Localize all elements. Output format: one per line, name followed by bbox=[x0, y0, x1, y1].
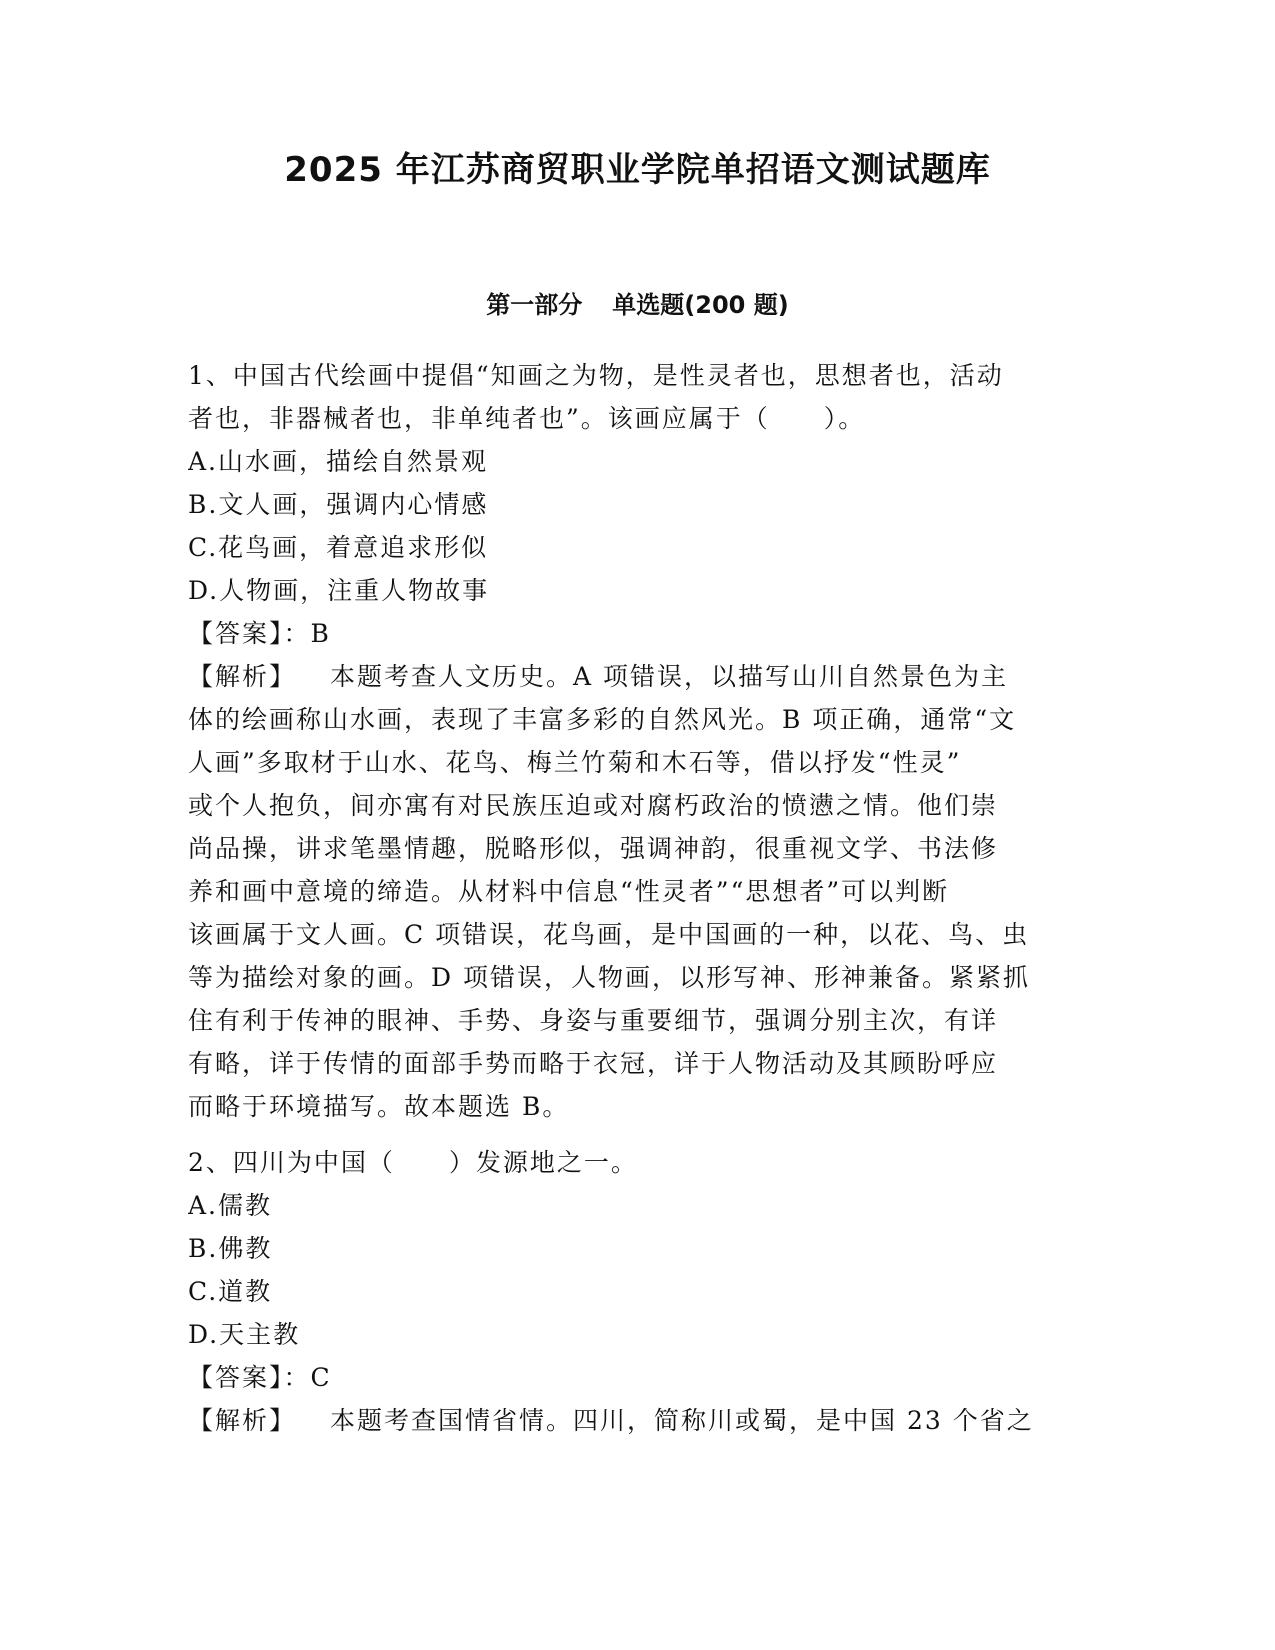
question-list bbox=[188, 354, 1078, 1442]
analysis-line bbox=[188, 1399, 1078, 1442]
option-a: A.儒教 bbox=[188, 1191, 273, 1220]
option-d: D.人物画，注重人物故事 bbox=[188, 576, 490, 605]
analysis-text: 本题考查人文历史。A 项错误，以描写山川自然景色为主 bbox=[330, 662, 1009, 691]
analysis-line: 而略于环境描写。故本题选 B。 bbox=[188, 1092, 570, 1121]
analysis-line: 有略，详于传情的面部手势而略于衣冠，详于人物活动及其顾盼呼应 bbox=[188, 1049, 999, 1078]
option-a: A.山水画，描绘自然景观 bbox=[188, 447, 489, 476]
question-stem-line: 2、四川为中国（ ）发源地之一。 bbox=[188, 1148, 638, 1177]
answer-value: B bbox=[310, 619, 331, 648]
analysis-line: 该画属于文人画。C 项错误，花鸟画，是中国画的一种，以花、鸟、虫 bbox=[188, 920, 1030, 949]
document-title: 2025 年江苏商贸职业学院单招语文测试题库 bbox=[284, 150, 991, 190]
analysis-label: 【解析】 bbox=[188, 662, 297, 691]
analysis-text: 本题考查国情省情。四川，简称川或蜀，是中国 23 个省之 bbox=[330, 1406, 1034, 1435]
section-heading bbox=[0, 288, 1275, 322]
section-part: 第一部分 bbox=[486, 291, 583, 319]
option-c: C.道教 bbox=[188, 1277, 273, 1306]
question-spacer bbox=[188, 1128, 1078, 1141]
question-block bbox=[188, 354, 1078, 1128]
question-stem-line: 者也，非器械者也，非单纯者也”。该画应属于（ ）。 bbox=[188, 404, 866, 433]
answer-line bbox=[188, 612, 1078, 655]
question-block bbox=[188, 1141, 1078, 1442]
analysis-line: 等为描绘对象的画。D 项错误，人物画，以形写神、形神兼备。紧紧抓 bbox=[188, 963, 1030, 992]
option-b: B.佛教 bbox=[188, 1234, 273, 1263]
answer-label: 【答案】： bbox=[188, 619, 311, 648]
analysis-line: 人画”多取材于山水、花鸟、梅兰竹菊和木石等，借以抒发“性灵” bbox=[188, 748, 962, 777]
section-name: 单选题(200 题) bbox=[612, 291, 789, 319]
analysis-line: 住有利于传神的眼神、手势、身姿与重要细节，强调分别主次，有详 bbox=[188, 1006, 999, 1035]
answer-value: C bbox=[310, 1363, 332, 1392]
question-stem-line: 1、中国古代绘画中提倡“知画之为物，是性灵者也，思想者也，活动 bbox=[188, 361, 1004, 390]
analysis-line: 体的绘画称山水画，表现了丰富多彩的自然风光。B 项正确，通常“文 bbox=[188, 705, 1017, 734]
answer-label: 【答案】： bbox=[188, 1363, 311, 1392]
answer-line bbox=[188, 1356, 1078, 1399]
option-c: C.花鸟画，着意追求形似 bbox=[188, 533, 489, 562]
option-d: D.天主教 bbox=[188, 1320, 301, 1349]
analysis-line: 或个人抱负，间亦寓有对民族压迫或对腐朽政治的愤懑之情。他们崇 bbox=[188, 791, 999, 820]
analysis-line: 养和画中意境的缔造。从材料中信息“性灵者”“思想者”可以判断 bbox=[188, 877, 950, 906]
analysis-line: 尚品操，讲求笔墨情趣，脱略形似，强调神韵，很重视文学、书法修 bbox=[188, 834, 999, 863]
analysis-line bbox=[188, 655, 1078, 698]
option-b: B.文人画，强调内心情感 bbox=[188, 490, 489, 519]
analysis-label: 【解析】 bbox=[188, 1406, 297, 1435]
